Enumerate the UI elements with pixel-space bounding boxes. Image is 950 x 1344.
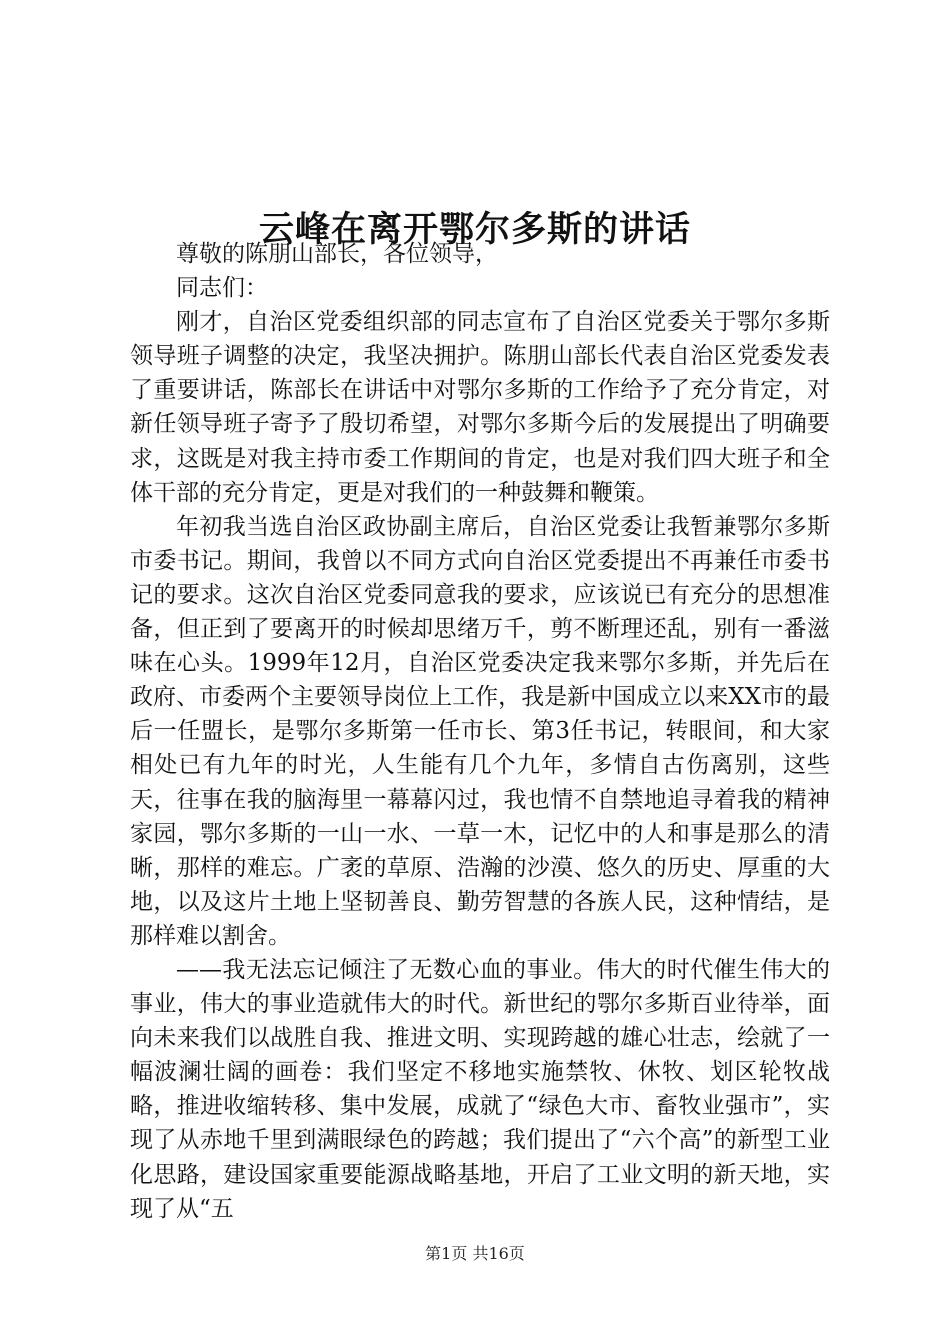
document-body <box>130 237 830 1226</box>
salutation-line: 尊敬的陈朋山部长，各位领导， <box>176 241 498 267</box>
body-paragraph: 年初我当选自治区政协副主席后，自治区党委让我暂兼鄂尔多斯市委书记。期间，我曾以不同方式向自治区党委提出不再兼任市委书记的要求。这次自治区党委同意我的要求，应该说已有充分的思想准备，但正到了要离开的时候却思绪万千，剪不断理还乱，别有一番滋味在心头。1999年12月，自治区党委决定我来鄂尔多斯，并先后在政府、市委两个主要领导岗位上工作，我是新中国成立以来XX市的最后一任盟长，是鄂尔多斯第一任市长、第3任书记，转眼间，和大家相处已有九年的时光，人生能有几个九年，多情自古伤离别，这些天，往事在我的脑海里一幕幕闪过，我也情不自禁地追寻着我的精神家园，鄂尔多斯的一山一水、一草一木，记忆中的人和事是那么的清晰，那样的难忘。广袤的草原、浩瀚的沙漠、悠久的历史、厚重的大地，以及这片土地上坚韧善良、勤劳智慧的各族人民，这种情结，是那样难以割舍。 <box>130 513 830 949</box>
page-number-footer: 第1页 共16页 <box>425 1244 525 1263</box>
salutation-line: 同志们： <box>176 275 268 302</box>
document-title: 云峰在离开鄂尔多斯的讲话 <box>258 209 691 251</box>
body-paragraph: 刚才，自治区党委组织部的同志宣布了自治区党委关于鄂尔多斯领导班子调整的决定，我坚决拥护。陈朋山部长代表自治区党委发表了重要讲话，陈部长在讲话中对鄂尔多斯的工作给予了充分肯定，对新任领导班子寄予了殷切希望，对鄂尔多斯今后的发展提出了明确要求，这既是对我主持市委工作期间的肯定，也是对我们四大班子和全体干部的充分肯定，更是对我们的一种鼓舞和鞭策。 <box>130 309 830 506</box>
body-paragraph: ——我无法忘记倾注了无数心血的事业。伟大的时代催生伟大的事业，伟大的事业造就伟大的时代。新世纪的鄂尔多斯百业待举，面向未来我们以战胜自我、推进文明、实现跨越的雄心壮志，绘就了一幅波澜壮阔的画卷：我们坚定不移地实施禁牧、休牧、划区轮牧战略，推进收缩转移、集中发展，成就了“绿色大市、畜牧业强市”，实现了从赤地千里到满眼绿色的跨越；我们提出了“六个高”的新型工业化思路，建设国家重要能源战略基地，开启了工业文明的新天地，实现了从“五 <box>130 956 830 1222</box>
